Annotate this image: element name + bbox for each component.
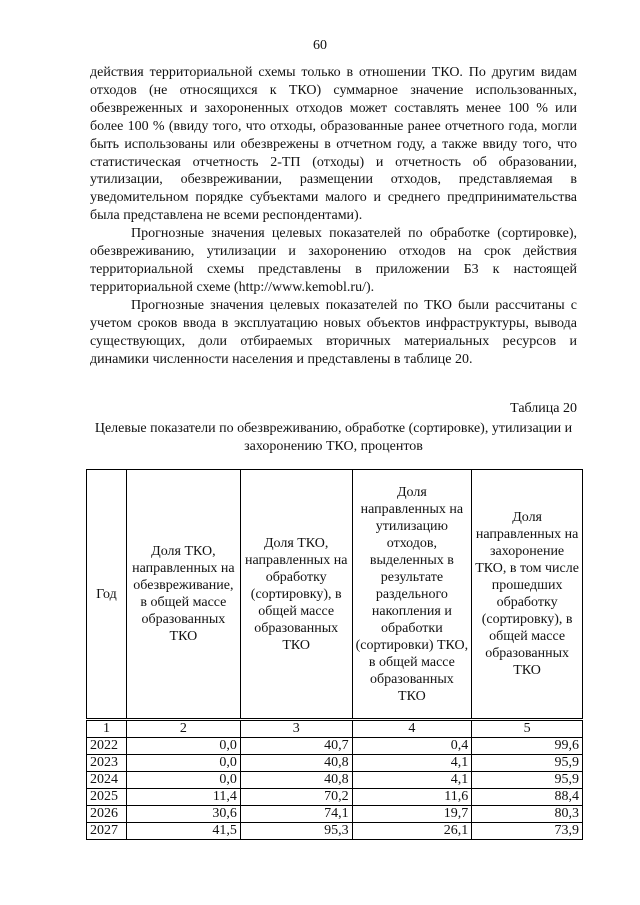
cell-year: 2027	[87, 823, 127, 840]
column-number-row	[87, 720, 583, 738]
cell-value: 95,9	[472, 755, 583, 772]
cell-year: 2022	[87, 738, 127, 755]
header-utilization-share: Доля направленных на утилизацию отходов, выделенных в результате раздельного накопления и обработки (сортировки) ТКО, в общей массе образованных ТКО	[352, 470, 472, 720]
table-label: Таблица 20	[510, 401, 577, 416]
cell-value: 70,2	[240, 789, 352, 806]
cell-value: 99,6	[472, 738, 583, 755]
cell-value: 4,1	[352, 755, 472, 772]
cell-value: 0,0	[126, 772, 240, 789]
header-year: Год	[87, 470, 127, 720]
table-row	[87, 755, 583, 772]
table-row	[87, 789, 583, 806]
cell-value: 26,1	[352, 823, 472, 840]
cell-value: 0,0	[126, 738, 240, 755]
cell-value: 74,1	[240, 806, 352, 823]
cell-value: 40,7	[240, 738, 352, 755]
cell-value: 40,8	[240, 755, 352, 772]
cell-year: 2023	[87, 755, 127, 772]
column-number: 4	[352, 720, 472, 738]
header-neutralization-share: Доля ТКО, направленных на обезвреживание, в общей массе образованных ТКО	[126, 470, 240, 720]
cell-value: 88,4	[472, 789, 583, 806]
column-number: 3	[240, 720, 352, 738]
table-row	[87, 772, 583, 789]
cell-year: 2024	[87, 772, 127, 789]
cell-year: 2026	[87, 806, 127, 823]
table-caption: Целевые показатели по обезвреживанию, обработке (сортировке), утилизации и захоронению ТКО, процентов	[94, 421, 573, 454]
table-row	[87, 738, 583, 755]
column-number: 1	[87, 720, 127, 738]
table-header-row	[87, 470, 583, 720]
paragraph-continuation: действия территориальной схемы только в отношении ТКО. По другим видам отходов (не относящихся к ТКО) суммарное значение использованных, обезвреженных и захороненных отходов может составлять менее 100 % или более 100 % (ввиду того, что отходы, образованные ранее отчетного года, могли быть использованы или обезврежены в отчетном году, а также ввиду того, что статистическая отчетность 2-ТП (отходы) и отчетность об образовании, утилизации, обезвреживании, размещении отходов, представляемая в уведомительном порядке субъектами малого и среднего предпринимательства была представлена не всеми респондентами).	[90, 65, 577, 224]
column-number: 5	[472, 720, 583, 738]
cell-value: 0,4	[352, 738, 472, 755]
table-row	[87, 823, 583, 840]
cell-value: 4,1	[352, 772, 472, 789]
cell-value: 19,7	[352, 806, 472, 823]
column-number: 2	[126, 720, 240, 738]
header-landfill-share: Доля направленных на захоронение ТКО, в том числе прошедших обработку (сортировку), в общей массе образованных ТКО	[472, 470, 583, 720]
targets-table	[86, 469, 583, 840]
cell-value: 11,6	[352, 789, 472, 806]
cell-value: 30,6	[126, 806, 240, 823]
header-sorting-share: Доля ТКО, направленных на обработку (сортировку), в общей массе образованных ТКО	[240, 470, 352, 720]
cell-value: 0,0	[126, 755, 240, 772]
paragraph-forecast-tko: Прогнозные значения целевых показателей по ТКО были рассчитаны с учетом сроков ввода в эксплуатацию новых объектов инфраструктуры, вывода существующих, доли отбираемых вторичных материальных ресурсов и динамики численности населения и представлены в таблице 20.	[90, 297, 577, 367]
table-row	[87, 806, 583, 823]
cell-value: 95,9	[472, 772, 583, 789]
page-number: 60	[313, 38, 327, 53]
cell-value: 11,4	[126, 789, 240, 806]
cell-value: 73,9	[472, 823, 583, 840]
paragraph-forecast-appendix: Прогнозные значения целевых показателей по обработке (сортировке), обезвреживанию, утилизации и захоронению отходов на срок действия территориальной схемы представлены в приложении Б3 к настоящей территориальной схеме (http://www.kemobl.ru/).	[90, 226, 577, 295]
cell-value: 95,3	[240, 823, 352, 840]
cell-value: 40,8	[240, 772, 352, 789]
cell-value: 41,5	[126, 823, 240, 840]
cell-value: 80,3	[472, 806, 583, 823]
body-text	[90, 64, 577, 368]
cell-year: 2025	[87, 789, 127, 806]
